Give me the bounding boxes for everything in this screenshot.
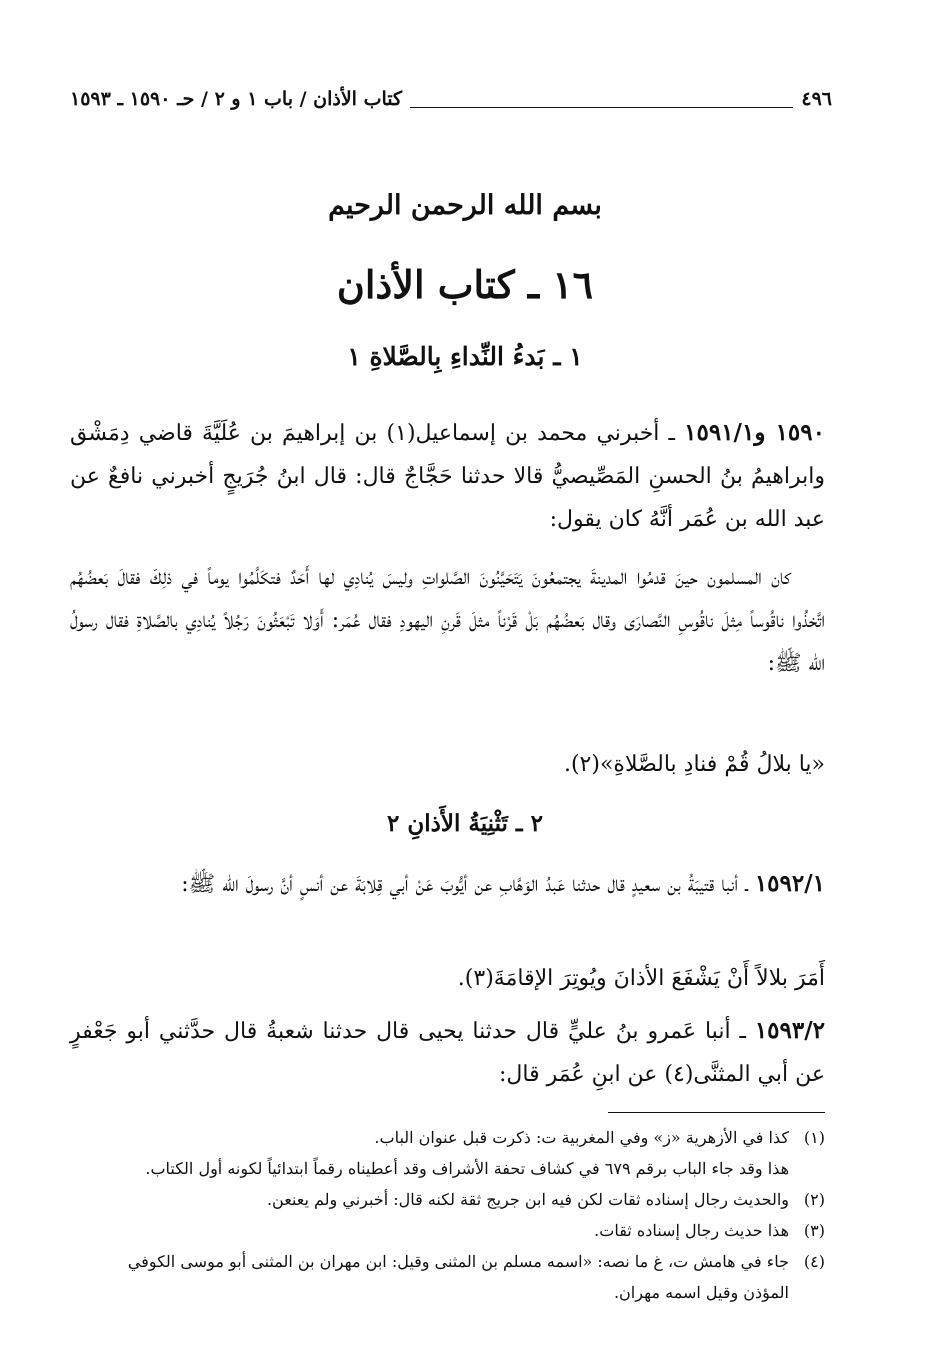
footnote-text: هذا حديث رجال إسناده ثقات.	[594, 1221, 789, 1240]
footnotes	[70, 1122, 825, 1308]
footnote-number: (٣)	[803, 1221, 825, 1240]
basmala: بسم الله الرحمن الرحيم	[328, 190, 602, 221]
footnote-4	[70, 1246, 825, 1277]
hadith-3-text: ـ أنبا عَمرو بنُ عليٍّ قال حدثنا يحيى قال حدثنا شعبةُ قال حدَّثني أبو جَعْفرٍ عن أبي المثنَّى(٤) عن ابنِ عُمَر قال:	[70, 1019, 825, 1087]
footnote-3	[70, 1215, 825, 1246]
footnote-text: والحديث رجال إسناده ثقات لكن فيه ابن جريج ثقة لكنه قال: أخبرني ولم يعنعن.	[266, 1190, 789, 1209]
chapter-2-title: ٢ ـ تَثْنِيَةُ الأَذانِ ٢	[386, 810, 544, 837]
header-rule	[410, 107, 793, 108]
chapter-1-title: ١ ـ بَدءُ النِّداءِ بِالصَّلاةِ ١	[347, 342, 583, 371]
hadith-2-number: ١٥٩٢/١	[754, 870, 825, 897]
footnote-4-continuation: المؤذن وقيل اسمه مهران.	[613, 1283, 789, 1302]
footnote-1-continuation: هذا وقد جاء الباب برقم ٦٧٩ في كشاف تحفة الأشراف وقد أعطيناه رقماً ابتدائياً لكونه أول الكتاب.	[145, 1159, 789, 1178]
footnote-2	[70, 1184, 825, 1215]
footnote-1	[70, 1122, 825, 1153]
hadith-1-matn: كان المسلمون حينَ قدمُوا المدينةَ يجتمعُونَ يَتَحَيَّنُونَ الصَّلواتِ وليسَ يُنادِي لها أَحَدٌ فتكَلَّمُوا يوماً في ذلِكَ فقالَ بَعضُهُم اتَّخذُوا ناقُوساً مِثلَ ناقُوسِ النَّصارَى وقال بَعضُهُم بَلْ قَرْناً مثلَ قَرنِ اليهودِ فقال عُمَر: أَوَلا تَبْعَثُونَ رَجُلاً يُنادِي بالصَّلاةِ فقال رسولُ الله ﷺ:	[70, 565, 825, 676]
running-head-section: كتاب الأذان / باب ١ و ٢ / حـ ١٥٩٠ ـ ١٥٩٣	[70, 88, 403, 110]
footnote-number: (٢)	[803, 1190, 825, 1209]
footnote-number: (٤)	[803, 1252, 825, 1271]
hadith-3-number: ١٥٩٣/٢	[754, 1017, 825, 1044]
hadith-1-text: ـ أخبرني محمد بن إسماعيل(١) بن إبراهيمَ بن عُلَيَّةَ قاضي دِمَشْق وابراهيمُ بنُ الحسنِ المَصِّيصيُّ قالا حدثنا حَجَّاجٌ قال: قال ابنُ جُرَيجٍ أخبرني نافعٌ عن عبد الله بن عُمَر أنَّهُ كان يقول:	[70, 421, 825, 532]
footnote-number: (١)	[803, 1128, 825, 1147]
footnote-rule	[608, 1112, 825, 1113]
footnote-text: جاء في هامش ت، غ ما نصه: «اسمه مسلم بن المثنى وقيل: ابن مهران بن المثنى أبو موسى الكوفي	[127, 1252, 789, 1271]
hadith-2-text: ـ أنبا قتيبَةُ بن سعيدٍ قال حدثنا عَبدُ الوَهَّابِ عن أيُّوبَ عَنْ أبي قِلابَةَ عن أنسٍ أنَّ رسولَ الله ﷺ:	[181, 872, 755, 897]
footnote-text: كذا في الأزهرية «ز» وفي المغربية ت: ذكرت قبل عنوان الباب.	[374, 1128, 789, 1147]
book-title: ١٦ ـ كتاب الأذان	[336, 262, 594, 307]
hadith-2-isnad	[70, 862, 825, 906]
hadith-1-isnad	[70, 411, 825, 541]
hadith-3-isnad	[70, 1009, 825, 1096]
hadith-2-quote: أَمَرَ بلالاً أَنْ يَشْفَعَ الأذانَ ويُوتِرَ الإقامَةَ(٣).	[457, 966, 825, 991]
hadith-1-number: ١٥٩٠ و١٥٩١/١	[684, 419, 825, 446]
hadith-1-quote: «يا بلالُ قُمْ فنادِ بالصَّلاةِ»(٢).	[563, 752, 825, 777]
page-number: ٤٩٦	[801, 88, 832, 110]
running-head	[70, 84, 832, 114]
